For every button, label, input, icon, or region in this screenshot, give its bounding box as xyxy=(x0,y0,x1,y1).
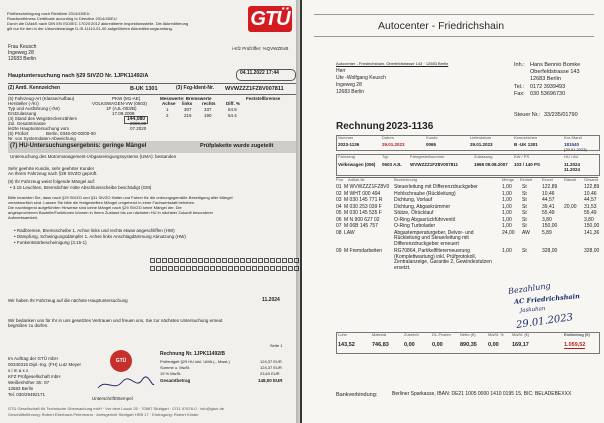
km-note: (29.01.2023) xyxy=(564,147,587,152)
axle-cell: 190 xyxy=(204,113,212,118)
result-sticker: Prüfplakette wurde zugeteilt xyxy=(200,143,274,149)
owner-value: 0172 3939493 xyxy=(530,84,566,90)
vehicle-value: 1968 09.08.2007 xyxy=(474,162,508,167)
head-value: 181540 xyxy=(564,142,580,147)
gtue-stamp-badge: GTÜ xyxy=(110,350,132,372)
odometer-label: (4) Stand des Wegstreckenzählers xyxy=(8,116,77,121)
vehicle-type: PKW (M1-AE) xyxy=(112,96,141,101)
row-article: LAW xyxy=(344,229,355,236)
row-pos: 01 xyxy=(336,184,342,190)
row-total: 31,53 xyxy=(584,203,597,210)
recipient-line: Herr xyxy=(336,68,346,74)
row-description: Dichtung, Abgaskrümmer xyxy=(394,203,451,210)
row-unit: St xyxy=(522,184,527,190)
row-article: M 06B 145 757 xyxy=(344,223,378,229)
row-unit: St xyxy=(522,190,527,197)
column-header: Einheit xyxy=(520,177,533,182)
head-value: 29.01.2023 xyxy=(470,142,493,147)
vehicle-value: 11.2024 11.2024 xyxy=(564,162,581,173)
axle-cell: 54.4 xyxy=(228,113,237,118)
recipient-line-3: 12683 Berlin xyxy=(8,56,37,62)
bank-label: Bankverbindung: xyxy=(336,392,378,398)
total-label: Lohn xyxy=(338,332,347,337)
row-unit-price: 5,89 xyxy=(542,229,552,236)
result-sub: Untersuchung des Motormanagement-/Abgasreinigungssystems (UMA): bestanden xyxy=(10,154,177,159)
parking-brake-label: Feststellbremse xyxy=(246,96,281,101)
row-total: 44,57 xyxy=(584,197,597,203)
invoice-line-value: 124,37 EUR xyxy=(260,365,282,370)
total-value: 746,83 xyxy=(372,342,389,348)
closing-line: Wir bedanken uns für Ihr in uns gesetztes Vertrauen und freuen uns, Sie zur nächsten Untersuchung erneut xyxy=(8,318,223,323)
hint-item: • Funkentstörbescheinigung (3.15-1) xyxy=(14,240,87,245)
recipient-line: Ute -Wolfgang Keusch xyxy=(336,75,386,81)
recipient-line-1: Frau Keusch xyxy=(8,44,37,50)
row-unit-price: 39,41 xyxy=(542,203,555,210)
invoice-number: 2023-1136 xyxy=(386,121,434,132)
row-quantity: 24,00 xyxy=(502,229,515,236)
footer-line: GTÜ Gesellschaft für Technische Überwachung mbH · Vor dem Lauch 25 · 70567 Stuttgart · 0711 97676-0 · info@gtue.de xyxy=(8,406,225,411)
row-total: 141,36 xyxy=(584,229,600,236)
row-description: Dichtung, Vorlauf xyxy=(394,197,433,203)
owner-label: Inh.: xyxy=(514,62,525,68)
axle-cell: 307 xyxy=(184,107,192,112)
pruef-id: i-Kfz Prüfziffer: %QVWZEvB xyxy=(232,46,289,51)
head-label: Kennzeichen xyxy=(514,135,538,140)
row-pos: 09 xyxy=(336,248,342,254)
axle-col: rechts xyxy=(202,101,216,106)
row-pos: 06 xyxy=(336,216,342,223)
manufacturer-label: Hersteller (-/Kr) xyxy=(8,101,39,106)
signature-line: s i m a x x xyxy=(8,368,29,373)
regulation-line-3: Durch die DAkkS nach DIN EN ISO/IEC 17020:2012 akkreditierte Inspektionsstelle. Die Akkreditierung xyxy=(7,21,189,26)
header-rule xyxy=(314,36,594,37)
total-label: Zubehör xyxy=(404,332,419,337)
note-line: An Ihrem Fahrzeug nach §29 StVZO geprüft. xyxy=(8,171,98,176)
row-unit-price: 44,57 xyxy=(542,197,555,203)
row-unit: St xyxy=(522,223,527,229)
row-article: M 030 145 771 R xyxy=(344,197,383,203)
inspector: Berlin, 0346-00-00/00-00 xyxy=(46,131,96,136)
inspection-date: 04.11.2022 17:44 xyxy=(240,70,279,76)
axle-cell: 216 xyxy=(184,113,192,118)
invoice-line-label: Summe o. MwSt. xyxy=(160,365,191,370)
vehicle-value: 0603 AJL xyxy=(382,162,402,167)
table-rule xyxy=(336,177,598,178)
row-quantity: 1,00 xyxy=(502,184,512,190)
total-label: Material xyxy=(372,332,387,337)
row-description: RG70864, Partikelfiltererneuerung (Komplettwartung) inkl. Prüfprotokoll, Zentralanzeige, Garantie 2, Gewindestutzen ersetzt. xyxy=(394,248,492,271)
defect-info: angesprochenen Bauteile/Funktionen können in ihrem Zustand bis zur nächsten HU in nächster Zukunft besonderer xyxy=(8,210,214,215)
bank-details: Berliner Sparkasse, IBAN: DE21 1005 0000 1410 0195 15, BIC: BELADEBEXXX xyxy=(392,391,572,397)
closing-line: begrüßen zu dürfen. xyxy=(8,323,49,328)
next-hu-date: 11.2024 xyxy=(262,297,280,303)
head-label: Km-Stand xyxy=(564,135,582,140)
invoice-line-value: 23,63 EUR xyxy=(260,371,280,376)
row-unit: AW xyxy=(522,229,530,236)
signature-line: 00340315 Dipl.-Ing. (FH) Lutz Meyer xyxy=(8,362,82,367)
model-label: Typ und Ausführung (-/Nr) xyxy=(8,106,60,111)
row-article: M WVWZZZ1FZ8V0 xyxy=(344,184,390,190)
row-total: 55,49 xyxy=(584,210,597,216)
row-article: M WHT 000 494 xyxy=(344,190,381,197)
signature-scribble xyxy=(96,376,156,394)
head-label: Nummer xyxy=(338,135,354,140)
vehicle-label: Fahrgestellnummer xyxy=(410,154,445,159)
owner-label: Tel.: xyxy=(514,84,525,90)
invoice-line-label: 19 % MwSt. xyxy=(160,371,182,376)
row-pos: 04 xyxy=(336,203,342,210)
row-pos: 07 xyxy=(336,223,342,229)
row-unit: St xyxy=(522,203,527,210)
recipient-line: Ingeweg 28 xyxy=(336,82,362,88)
row-quantity: 1,00 xyxy=(502,216,512,223)
signature-line: Tel. 030/29492171 xyxy=(8,392,46,397)
regulation-line-4: gilt nur für den in der Urkundenanlage D-IS-11110-01-00 aufgeführten Akkreditierungsumfang. xyxy=(7,26,173,31)
divider xyxy=(8,94,296,95)
stamp-caption: Unterschrift/Stempel xyxy=(92,396,133,401)
row-unit: St xyxy=(522,210,527,216)
next-hu-text: Wir haben Ihr Fahrzeug auf die nächste Hauptuntersuchung xyxy=(8,298,128,303)
total-value: 143,52 xyxy=(338,342,355,348)
signature-line: 12683 Berlin xyxy=(8,386,34,391)
row-article: M 030 253 039 F xyxy=(344,203,382,210)
footer-line: Geschäftsführung: Robert Eberbach-Petermann · Amtsgericht Stuttgart HRB 17 · Eintragung: Robert Köster xyxy=(8,412,199,417)
row-unit: St xyxy=(522,248,527,254)
measured-values-label: Messwerte: Bremswerte xyxy=(160,96,212,101)
total-value: 0,00 xyxy=(488,342,499,348)
divider xyxy=(8,83,296,84)
vehicle-value: 103 / 140 PS xyxy=(514,162,541,167)
head-value: 0065 xyxy=(426,142,437,147)
vehicle-label: Fahrzeug xyxy=(338,154,355,159)
row-total: 3,80 xyxy=(584,216,594,223)
axle-col: Achse xyxy=(162,101,176,106)
owner-value: Oberfeldstrasse 143 xyxy=(530,69,580,75)
row-quantity: 1,00 xyxy=(502,203,512,210)
invoice-ref: Rechnung Nr. 1JPK11492/B xyxy=(160,351,226,357)
head-label: Kunde xyxy=(426,135,438,140)
invoice-total-value: 148,00 EUR xyxy=(258,378,283,383)
result-heading: (7) HU-Untersuchungsergebnis: geringe Mängel xyxy=(10,143,147,149)
recipient-line: 12683 Berlin xyxy=(336,89,365,95)
total-value: 169,17 xyxy=(512,342,529,348)
axle-cell: 337 xyxy=(204,107,212,112)
axle-col: Diff. % xyxy=(226,101,240,106)
row-pos: 03 xyxy=(336,197,342,203)
axle-cell: 1 xyxy=(166,107,169,112)
head-label: Lieferdatum xyxy=(470,135,492,140)
total-label: Netto (€) xyxy=(460,332,476,337)
total-value: 890,35 xyxy=(460,342,477,348)
row-article: M 030 145 535 F xyxy=(344,210,382,216)
section2-label: (2) Amtl. Kennzeichen xyxy=(8,85,61,91)
page-number: Seite 1 xyxy=(270,343,283,348)
row-description: Abgastemperaturgeber, Delvor- und Rückleitung und Steuerleitung mit Differenzdruckgeber erneuert xyxy=(394,229,474,247)
vin-value: WVWZZZ1FZ8V007811 xyxy=(225,86,284,92)
vehicle-value: Volkswagen (006) xyxy=(338,162,376,167)
plate-number: B-UK 1301 xyxy=(130,86,158,92)
row-pos: 02 xyxy=(336,190,342,197)
row-unit-price: 122,89 xyxy=(542,184,558,190)
row-description: O-Ring Turbolader xyxy=(394,223,436,229)
note-line: (8) Ihr Fahrzeug weist folgende Mängel auf: xyxy=(8,179,96,184)
vin-label: (3) Fzg-Ident-Nr. xyxy=(176,85,215,91)
row-pos: 05 xyxy=(336,210,342,216)
defect-item: • 3.15 Leuchten, Bremslichter mitte Abschlussscheibe beschädigt (GM) xyxy=(10,185,152,190)
owner-value: Hans Bennio Bomke xyxy=(530,62,581,68)
hint-item: • Dämpfung, Schwingungsdämpfer 1. Achse links Anschlagdämmung Abnutzung (HW) xyxy=(14,234,186,239)
defect-info: Aufmerksamkeit. xyxy=(8,215,38,220)
first-reg-label: Erstzulassung xyxy=(8,111,37,116)
deviation-label: Nr. von Systemdaten-Abweichung xyxy=(8,136,76,141)
invoice-line-value: 124,37 EUR xyxy=(260,359,282,364)
column-header: Bezeichnung xyxy=(394,177,418,182)
note-line: Sehr geehrte Kundin, sehr geehrter Kunde! xyxy=(8,166,95,171)
head-value: 29.01.2023 xyxy=(382,142,405,147)
invoice-total-label: Gesamtbetrag xyxy=(160,378,191,383)
gtue-logo: GTÜ xyxy=(248,6,292,32)
signature-line: KFZ Prüfgesellschaft mbH xyxy=(8,374,61,379)
odometer: 144,080 xyxy=(124,116,148,124)
total-label: MwSt. % xyxy=(488,332,504,337)
owner-value: 12683 Berlin xyxy=(530,76,561,82)
row-quantity: 1,00 xyxy=(502,197,512,203)
row-description: Steuerleitung mit Differenzdruckgeber xyxy=(394,184,478,190)
model: 1F (AJL-003/B) xyxy=(106,106,137,111)
header-table xyxy=(336,135,600,151)
last-hu: 07.2020 xyxy=(130,126,147,131)
total-value: 0,00 xyxy=(432,342,443,348)
handwritten-note: Bezahlung xyxy=(507,281,552,296)
row-description: Hohlschraube (Rückleitung) xyxy=(394,190,456,197)
tax-number: 33/235/01790 xyxy=(544,112,578,118)
column-header: Artikel-Nr. xyxy=(348,177,366,182)
row-unit-price: 150,00 xyxy=(542,223,558,229)
defect-info: Bitte beachten Sie, dass nach §29 StVZO und §31 StVZO Halter und Fahrer für die ordnungsgemäße Beseitigung aller Mängel xyxy=(8,195,233,200)
total-label: DL-Posten xyxy=(432,332,451,337)
first-reg: 17.09.2008 xyxy=(112,111,135,116)
company-title: Autocenter - Friedrichshain xyxy=(378,20,505,32)
inspector-label: (5) Prüfort xyxy=(8,131,29,136)
sender-line: Autocenter - Friedrichshain, Oberfeldstrasse 143 · 12683 Berlin xyxy=(336,61,449,66)
row-total: 122,89 xyxy=(584,184,600,190)
column-header: Rabatt xyxy=(564,177,576,182)
total-label: MwSt. (€) xyxy=(512,332,530,337)
handwritten-date: 29.01.2023 xyxy=(515,312,574,331)
row-unit: St xyxy=(522,197,527,203)
row-article: M Fremdarbeiten xyxy=(344,248,383,254)
row-quantity: 1,00 xyxy=(502,210,512,216)
head-value: B -UK 1301 xyxy=(514,142,538,147)
row-total: 10,46 xyxy=(584,190,597,197)
total-value: 0,00 xyxy=(404,342,415,348)
owner-value: 030 53696730 xyxy=(530,91,566,97)
row-unit: St xyxy=(522,216,527,223)
row-unit-price: 10,46 xyxy=(542,190,555,197)
invoice-line-label: Prüfentgelt §29 HU inkl. UMA (-, Mwst.) xyxy=(160,359,230,364)
row-quantity: 1,00 xyxy=(502,223,512,229)
column-header: Gesamt xyxy=(584,177,599,182)
row-description: Stütze, Ölrücklauf xyxy=(394,210,434,216)
column-header: Pos. xyxy=(336,177,345,182)
last-hu-label: letzte Hauptuntersuchung vom xyxy=(8,126,70,131)
inspection-certificate xyxy=(0,0,300,423)
row-quantity: 1,00 xyxy=(502,190,512,197)
vehicle-value: WVWZZZ1FZ8V007811 xyxy=(410,162,459,167)
axle-col: links xyxy=(182,101,193,106)
header-rule xyxy=(314,14,594,15)
head-label: Datum xyxy=(382,135,394,140)
row-quantity: 1,00 xyxy=(502,248,512,254)
vehicle-label: KW / PS xyxy=(514,154,530,159)
signature-line: Im Auftrag der GTÜ mbH xyxy=(8,356,58,361)
axle-cell: 54.5 xyxy=(228,107,237,112)
row-discount: 20,00 xyxy=(564,203,577,210)
defect-info: verantwortlich sind. Lassen Sie bitte die festgestellten Mängel umgehend in einer Fachwerkstatt beheben. xyxy=(8,200,196,205)
row-article: M N 900 627 02 xyxy=(344,216,380,223)
vehicle-type-label: (5) Fahrzeug-Art (Klasse/Aufbau) xyxy=(8,96,75,101)
regulation-line-1: Prüfbescheinigung nach Richtlinie 2014/45/EU xyxy=(7,11,90,16)
checkbox-grid xyxy=(150,258,300,276)
regulation-line-2: Roadworthiness Certificate according to Directive 2014/45/EU xyxy=(7,16,117,21)
column-header: Einzel xyxy=(542,177,553,182)
handwritten-name: Jaskuhan xyxy=(519,305,546,315)
total-weight: 2000,00 xyxy=(130,121,147,126)
recipient-line-2: Ingeweg 28 xyxy=(8,50,34,56)
head-value: 2023-1136 xyxy=(338,142,360,147)
manufacturer: VOLKSWAGEN-VW (0603) xyxy=(92,101,147,106)
defect-info: Die nachfolgend aufgeführten Hinweise sind keine Mängel nach §29 StVZO keine Mängel der. Die xyxy=(8,205,182,210)
vehicle-label: Typ xyxy=(382,154,389,159)
workshop-invoice xyxy=(302,0,604,423)
row-unit-price: 328,00 xyxy=(542,248,558,254)
column-header: Menge xyxy=(502,177,515,182)
row-description: O-Ring Abgasrückführventil xyxy=(394,216,455,223)
axle-cell: 2 xyxy=(166,113,169,118)
handwritten-stamp: AC Friedrichshain xyxy=(513,292,581,306)
row-unit-price: 55,49 xyxy=(542,210,555,216)
grand-total: 1.059,52 xyxy=(564,342,586,348)
total-label: Endbetrag (€) xyxy=(564,332,590,337)
owner-label: Fax: xyxy=(514,91,525,97)
inspection-header-title: Hauptuntersuchung nach §29 StVZO Nr. 1JPK11492/A xyxy=(8,73,149,79)
row-unit-price: 3,80 xyxy=(542,216,552,223)
row-pos: 08 xyxy=(336,229,342,236)
row-total: 150,00 xyxy=(584,223,600,229)
vehicle-label: HU / AU xyxy=(564,154,579,159)
tax-label: Steuer Nr.: xyxy=(514,112,541,118)
invoice-title: Rechnung xyxy=(336,121,385,132)
signature-line: Weißenhöher Str. 97 xyxy=(8,380,50,385)
hint-item: • Radbremse, Bremsscheibe 1. Achse links und rechts etwas angeschliffen (HW) xyxy=(14,228,175,233)
row-total: 328,00 xyxy=(584,248,600,254)
vehicle-label: Zulassung xyxy=(474,154,493,159)
total-weight-label: Zul. Gesamtmasse xyxy=(8,121,46,126)
